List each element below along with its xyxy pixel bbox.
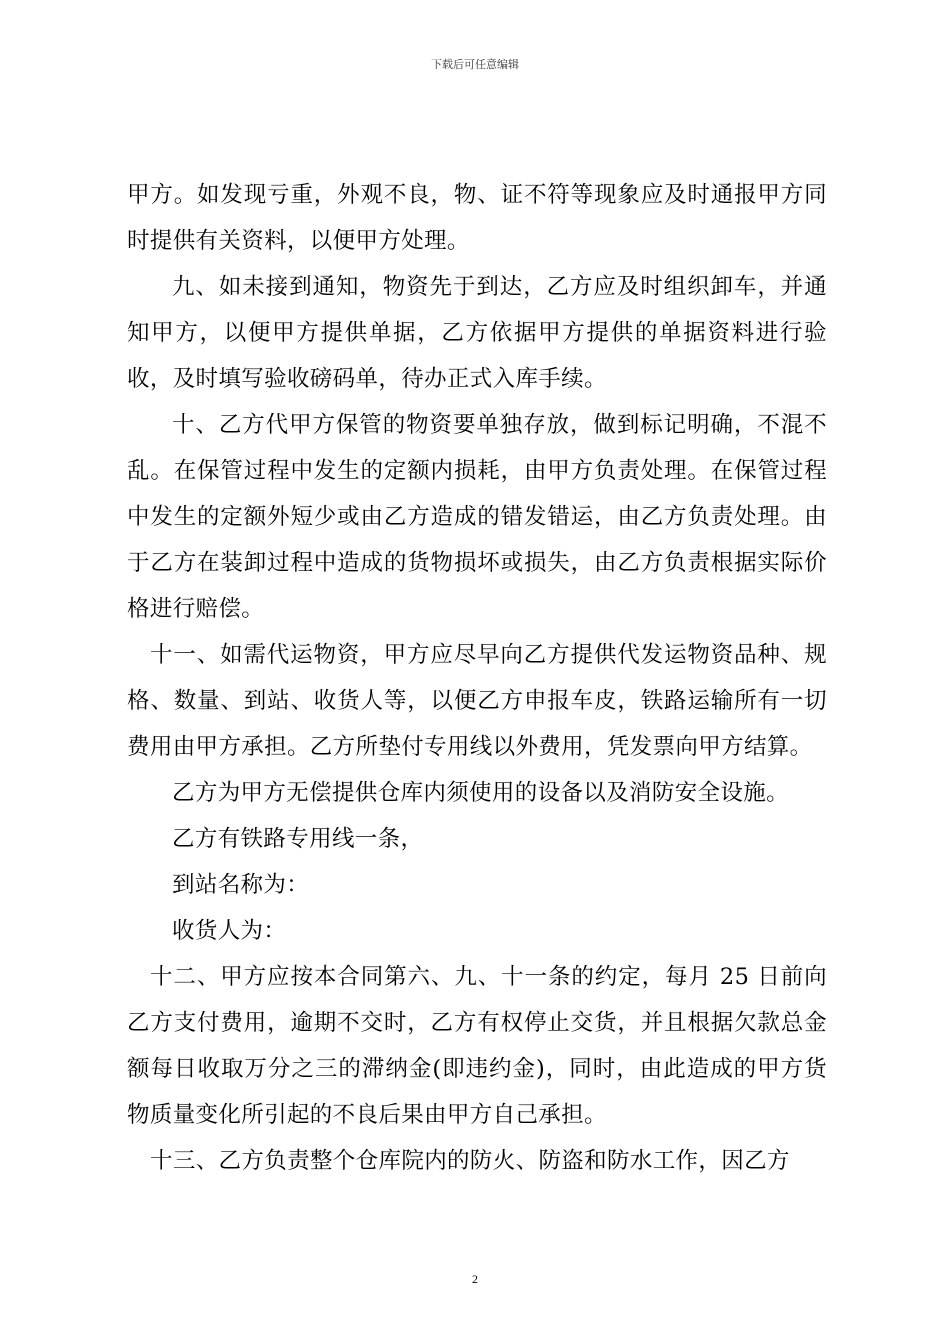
page-number: 2 — [472, 1272, 478, 1286]
paragraph-clause-10: 十、乙方代甲方保管的物资要单独存放，做到标记明确，不混不乱。在保管过程中发生的定额内损耗，由甲方负责处理。在保管过程中发生的定额外短少或由乙方造成的错发错运，由乙方负责处理。由于乙方在装卸过程中造成的货物损坏或损失，由乙方负责根据实际价格进行赔偿。 — [127, 412, 827, 622]
paragraph-equipment: 乙方为甲方无偿提供仓库内须使用的设备以及消防安全设施。 — [172, 780, 789, 806]
paragraph-clause-9: 九、如未接到通知，物资先于到达，乙方应及时组织卸车，并通知甲方，以便甲方提供单据，乙方依据甲方提供的单据资料进行验收，及时填写验收磅码单，待办正式入库手续。 — [127, 274, 827, 392]
page-header: 下载后可任意编辑 — [431, 58, 519, 71]
document-body — [127, 172, 827, 1184]
paragraph-clause-12: 十二、甲方应按本合同第六、九、十一条的约定，每月 25 日前向乙方支付费用，逾期不交时，乙方有权停止交货，并且根据欠款总金额每日收取万分之三的滞纳金(即违约金)，同时，由此造成的甲方货物质量变化所引起的不良后果由甲方自己承担。 — [127, 964, 827, 1128]
paragraph-continuation: 甲方。如发现亏重，外观不良，物、证不符等现象应及时通报甲方同时提供有关资料，以便甲方处理。 — [127, 182, 827, 254]
paragraph-consignee: 收货人为： — [172, 918, 287, 944]
paragraph-clause-13: 十三、乙方负责整个仓库院内的防火、防盗和防水工作，因乙方 — [150, 1148, 790, 1174]
paragraph-railway-line: 乙方有铁路专用线一条， — [172, 826, 424, 852]
paragraph-station-name: 到站名称为： — [172, 872, 310, 898]
paragraph-clause-11: 十一、如需代运物资，甲方应尽早向乙方提供代发运物资品种、规格、数量、到站、收货人等，以便乙方申报车皮，铁路运输所有一切费用由甲方承担。乙方所垫付专用线以外费用，凭发票向甲方结算。 — [127, 642, 827, 760]
